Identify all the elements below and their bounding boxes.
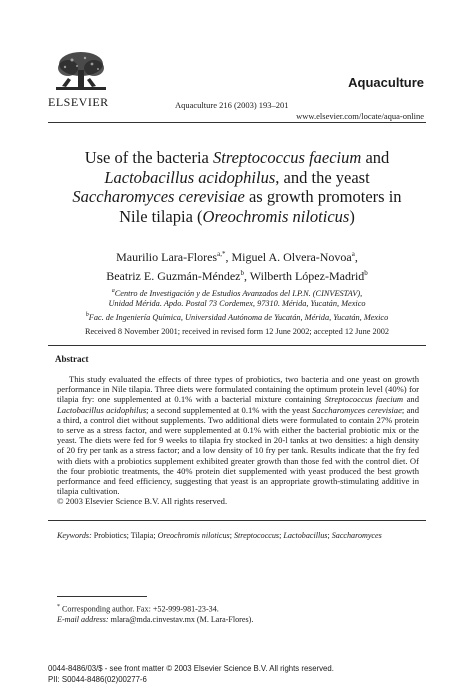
abstract-text: This study evaluated the effects of three types of probiotics, two bacteria and one yeast on growth performance in Nile tilapia. Three diets were formulated containing the optimum protein level (40%) for tilapia fry: one supplemented at 0.1% with a bacterial mixture containing <box>57 374 419 405</box>
title-species: Oreochromis niloticus <box>202 206 350 226</box>
keywords <box>57 531 419 540</box>
journal-name: Aquaculture <box>348 75 424 90</box>
title-text: and <box>361 148 390 167</box>
keywords-rule <box>48 520 426 521</box>
keyword-separator: ; <box>279 531 284 540</box>
abstract-body <box>57 374 419 507</box>
abstract-species: Lactobacillus acidophilus <box>57 404 147 415</box>
received-dates: Received 8 November 2001; received in revised form 12 June 2002; accepted 12 June 2002 <box>84 327 390 336</box>
abstract-paragraph <box>57 374 419 496</box>
title-species: Saccharomyces cerevisiae <box>72 187 245 206</box>
title-species: Lactobacillus acidophilus <box>104 167 276 187</box>
abstract-text: ; a second supplemented at 0.1% with the yeast <box>146 404 312 415</box>
abstract-text: and <box>403 394 419 405</box>
corresponding-author: Corresponding author. Fax: +52-999-981-23-34. <box>60 604 219 614</box>
author-name: Maurilio Lara-Flores <box>116 250 218 264</box>
author-affiliation-mark: b <box>240 268 244 277</box>
publisher-name: ELSEVIER <box>48 95 109 109</box>
author-separator: , <box>244 268 247 283</box>
affiliation-text: Centro de Investigación y de Estudios Avanzados del I.P.N. (CINVESTAV), <box>114 288 363 298</box>
affiliation-text: Fac. de Ingeniería Química, Universidad Autónoma de Yucatán, Mérida, Yucatán, Mexico <box>88 312 389 322</box>
title-text: Nile tilapia ( <box>119 206 203 226</box>
title-text: as growth promoters in <box>244 187 402 206</box>
keyword: Lactobacillus <box>283 531 328 540</box>
keyword-separator: ; <box>229 531 234 540</box>
author-affiliation-mark: a,* <box>217 250 226 258</box>
author-affiliation-mark: a <box>351 250 355 258</box>
email-address[interactable]: mlara@mda.cinvestav.mx (M. Lara-Flores). <box>108 615 254 625</box>
section-rule <box>48 345 426 346</box>
title-species: Streptococcus faecium <box>213 148 362 167</box>
keyword-separator: ; <box>327 531 332 540</box>
copyright-notice: © 2003 Elsevier Science B.V. All rights reserved. <box>57 496 228 507</box>
affiliation-text: Unidad Mérida. Apdo. Postal 73 Cordemex, 97310. Mérida, Yucatán, Mexico <box>108 299 366 309</box>
abstract-heading: Abstract <box>55 354 89 364</box>
author-separator: , <box>354 250 358 264</box>
keyword: Probiotics; Tilapia; <box>91 531 158 540</box>
pii-identifier: PII: S0044-8486(02)00277-6 <box>48 674 147 684</box>
affiliation-mark: b <box>85 311 89 318</box>
keyword: Oreochromis niloticus <box>157 531 230 540</box>
abstract-species: Saccharomyces cerevisiae <box>312 404 402 415</box>
title-text: , and the yeast <box>275 167 370 187</box>
author-name: Beatriz E. Guzmán-Méndez <box>106 268 241 283</box>
abstract-species: Streptococcus faecium <box>324 394 404 405</box>
affiliation-mark: a <box>111 288 115 294</box>
footnote-rule <box>57 596 147 597</box>
footnote-mark: * <box>57 604 60 610</box>
author-separator: , <box>225 250 229 264</box>
header-rule <box>48 122 426 123</box>
keyword: Saccharomyces <box>331 531 382 540</box>
author-name: Wilberth López-Madrid <box>249 268 365 283</box>
footnote <box>57 602 419 626</box>
affiliations <box>48 286 426 323</box>
journal-reference: Aquaculture 216 (2003) 193–201 <box>175 100 289 110</box>
article-title <box>48 148 426 226</box>
page-footer <box>48 664 428 685</box>
author-list <box>48 247 426 284</box>
journal-url[interactable]: www.elsevier.com/locate/aqua-online <box>296 111 424 121</box>
keyword: Streptococcus <box>233 531 280 540</box>
author-affiliation-mark: b <box>364 268 368 277</box>
keywords-label: Keywords: <box>57 531 92 540</box>
front-matter-notice: 0044-8486/03/$ - see front matter © 2003 Elsevier Science B.V. All rights reserved. <box>48 664 334 673</box>
abstract-text: ; and a third, a control diet without supplements. Two additional diets were formulated to contain 27% protein to serve as a stress factor, and were supplemented at 0.1% with either the bacterial probiotic mix or the yeast. The diets were fed for 9 weeks to tilapia fry stocked in 20-l tanks at two densities: a high density of 20 fry per tank as a stress factor; and a low density of 10 fry per tank. Results indicate that the fry fed with diets with a probiotics supplement exhibited greater growth than those fed with the control diet. Of the four probiotic treatments, the 40% protein diet supplemented with yeast produced the best growth performance and feed efficiency, suggesting that yeast is an appropriate growth-stimulating additive in tilapia cultivation. <box>57 404 419 497</box>
title-text: ) <box>349 206 355 226</box>
email-label: E-mail address: <box>57 615 109 625</box>
author-name: Miguel A. Olvera-Novoa <box>231 250 352 264</box>
title-text: Use of the bacteria <box>84 148 213 167</box>
elsevier-tree-logo <box>50 50 112 94</box>
